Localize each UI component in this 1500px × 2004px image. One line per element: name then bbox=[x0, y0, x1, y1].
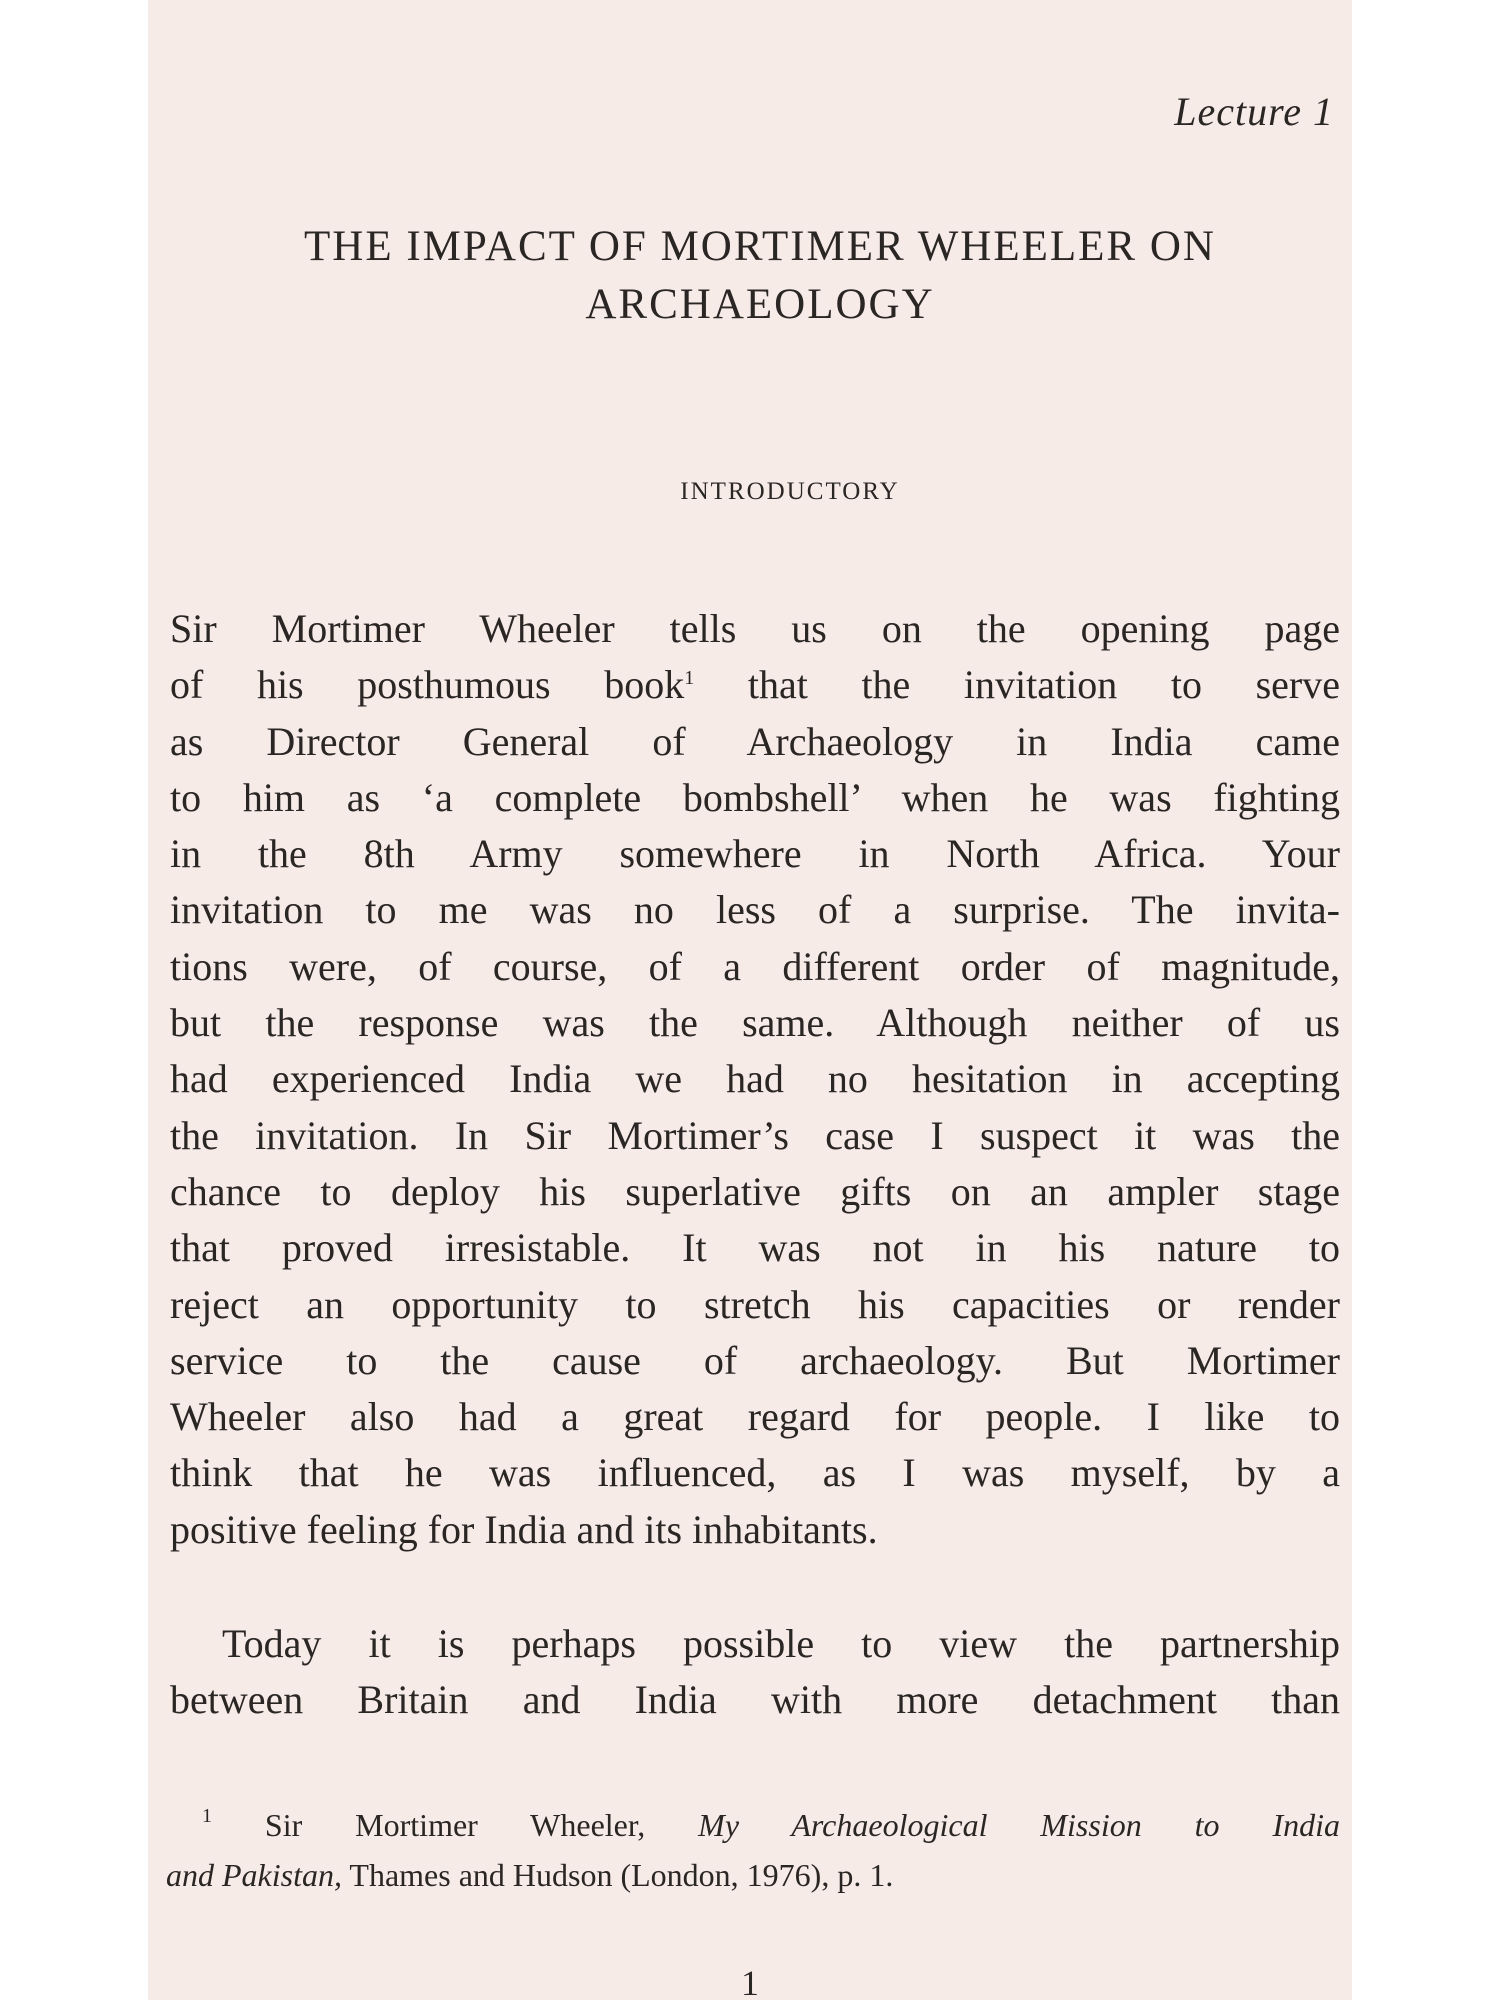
chapter-title bbox=[188, 218, 1332, 334]
text-line: in the 8th Army somewhere in North Africa. Your bbox=[170, 831, 1340, 877]
text-line: that proved irresistable. It was not in his nature to bbox=[170, 1225, 1340, 1271]
paragraph-2 bbox=[170, 1616, 1340, 1729]
footnote-book-title-cont: and Pakistan, bbox=[166, 1857, 342, 1893]
footnote-line-2: and Pakistan, Thames and Hudson (London, 1976), p. 1. bbox=[166, 1857, 894, 1893]
text-line: as Director General of Archaeology in India came bbox=[170, 718, 1340, 764]
text-line: the invitation. In Sir Mortimer’s case I suspect it was the bbox=[170, 1112, 1340, 1158]
text-line: between Britain and India with more detachment than bbox=[170, 1677, 1340, 1723]
text-line: invitation to me was no less of a surprise. The invita- bbox=[170, 887, 1340, 933]
footnote-marker: 1 bbox=[684, 667, 695, 690]
section-heading: INTRODUCTORY bbox=[680, 478, 900, 505]
text-line: chance to deploy his superlative gifts on an ampler stage bbox=[170, 1168, 1340, 1214]
lecture-label: Lecture 1 bbox=[1174, 89, 1334, 134]
chapter-title-line-1: THE IMPACT OF MORTIMER WHEELER ON bbox=[304, 223, 1216, 270]
text-line: to him as ‘a complete bombshell’ when he was fighting bbox=[170, 774, 1340, 820]
text-line: but the response was the same. Although neither of us bbox=[170, 1000, 1340, 1046]
book-page bbox=[148, 0, 1352, 2003]
chapter-title-line-2: ARCHAEOLOGY bbox=[585, 281, 935, 328]
footnote-number: 1 bbox=[202, 1805, 212, 1827]
text-line: reject an opportunity to stretch his capacities or render bbox=[170, 1281, 1340, 1327]
text-line: Today it is perhaps possible to view the partnership bbox=[222, 1621, 1340, 1666]
text-line: of his posthumous book$^1$ that the invitation to serve bbox=[170, 662, 1340, 708]
text-line: had experienced India we had no hesitation in accepting bbox=[170, 1056, 1340, 1102]
footnote bbox=[166, 1800, 1340, 1900]
text-line: service to the cause of archaeology. But Mortimer bbox=[170, 1337, 1340, 1383]
footnote-book-title: My Archaeological Mission to India bbox=[698, 1807, 1341, 1843]
footnote-line-1: $^1$ Sir Mortimer Wheeler, My Archaeological Mission to India bbox=[202, 1805, 1341, 1843]
text-line: Wheeler also had a great regard for people. I like to bbox=[170, 1394, 1340, 1440]
text-line: positive feeling for India and its inhabitants. bbox=[170, 1506, 878, 1552]
page-number: 1 bbox=[741, 1963, 759, 2003]
text-line: think that he was influenced, as I was myself, by a bbox=[170, 1450, 1340, 1496]
text-line: tions were, of course, of a different order of magnitude, bbox=[170, 943, 1340, 989]
paragraph-1 bbox=[170, 601, 1340, 1558]
text-line: Sir Mortimer Wheeler tells us on the opening page bbox=[170, 606, 1340, 651]
